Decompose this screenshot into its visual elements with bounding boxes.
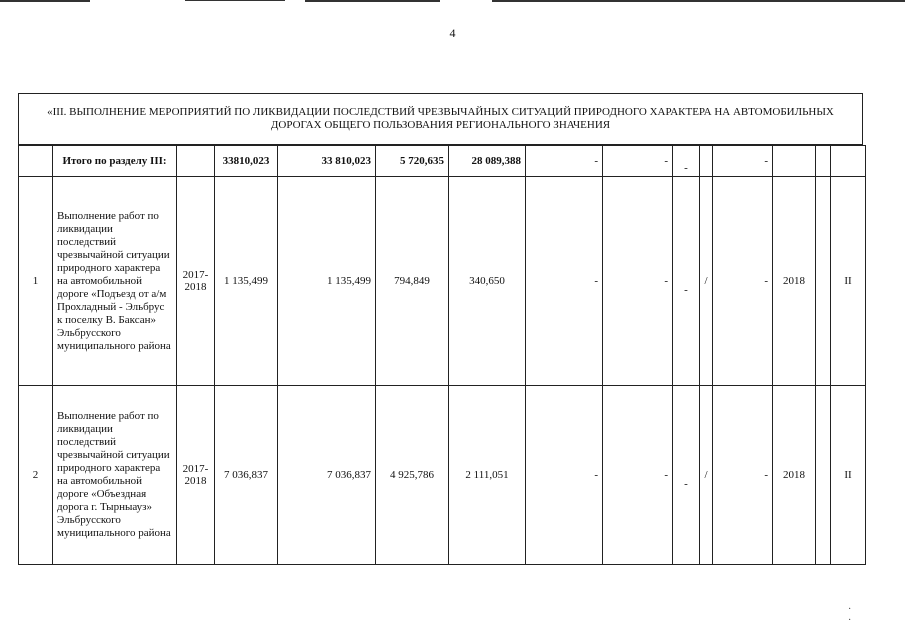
- total-label: Итого по разделу III:: [53, 146, 177, 177]
- row-period: 2017-2018: [177, 386, 215, 565]
- row-name: Выполнение работ по ликвидации последствий чрезвычайной ситуации природного характера на автомобильной дороге «Подъезд от а/м Прохладный - Эльбрус к поселку В. Баксан» Эльбрусского муниципального района: [53, 177, 177, 386]
- scan-edge-line: [305, 0, 440, 2]
- row-stage: II: [831, 386, 866, 565]
- section-title: «III. ВЫПОЛНЕНИЕ МЕРОПРИЯТИЙ ПО ЛИКВИДАЦИИ ПОСЛЕДСТВИЙ ЧРЕЗВЫЧАЙНЫХ СИТУАЦИЙ ПРИРОДНОГО ХАРАКТЕРА НА АВТОМОБИЛЬНЫХ ДОРОГАХ ОБЩЕГО ПОЛЬЗОВАНИЯ РЕГИОНАЛЬНОГО ЗНАЧЕНИЯ: [18, 93, 863, 145]
- total-dash-4: -: [713, 146, 773, 177]
- table-row: [19, 177, 866, 386]
- table-row: [19, 386, 866, 565]
- row-value-3: 4 925,786: [376, 386, 449, 565]
- row-slash: /: [700, 386, 713, 565]
- total-dash-2: -: [603, 146, 673, 177]
- row-dash-3: -: [673, 386, 700, 565]
- row-value-2: 7 036,837: [278, 386, 376, 565]
- total-empty-cell: [816, 146, 831, 177]
- row-number: 1: [19, 177, 53, 386]
- row-year: 2018: [773, 177, 816, 386]
- row-slash: /: [700, 177, 713, 386]
- row-dash-4: -: [713, 177, 773, 386]
- page-number: 4: [449, 26, 456, 40]
- row-dash-2: -: [603, 386, 673, 565]
- total-row: [19, 146, 866, 177]
- total-num-cell: [19, 146, 53, 177]
- total-dash-1: -: [526, 146, 603, 177]
- row-empty-cell: [816, 177, 831, 386]
- row-dash-3: -: [673, 177, 700, 386]
- row-dash-2: -: [603, 177, 673, 386]
- row-value-4: 2 111,051: [449, 386, 526, 565]
- total-stage-cell: [831, 146, 866, 177]
- row-stage: II: [831, 177, 866, 386]
- row-value-2: 1 135,499: [278, 177, 376, 386]
- scan-edge-line: [0, 0, 90, 2]
- row-empty-cell: [816, 386, 831, 565]
- total-value-1: 33810,023: [215, 146, 278, 177]
- row-dash-4: -: [713, 386, 773, 565]
- total-year-cell: [773, 146, 816, 177]
- row-value-1: 7 036,837: [215, 386, 278, 565]
- row-year: 2018: [773, 386, 816, 565]
- row-value-4: 340,650: [449, 177, 526, 386]
- row-name: Выполнение работ по ликвидации последствий чрезвычайной ситуации природного характера на автомобильной дороге «Объездная дорога г. Тырныауз» Эльбрусского муниципального района: [53, 386, 177, 565]
- total-period-cell: [177, 146, 215, 177]
- row-period: 2017-2018: [177, 177, 215, 386]
- total-value-3: 5 720,635: [376, 146, 449, 177]
- measures-table: [18, 145, 866, 565]
- total-dash-3: -: [673, 146, 700, 177]
- total-value-4: 28 089,388: [449, 146, 526, 177]
- row-value-1: 1 135,499: [215, 177, 278, 386]
- total-empty-cell: [700, 146, 713, 177]
- row-number: 2: [19, 386, 53, 565]
- row-value-3: 794,849: [376, 177, 449, 386]
- total-value-2: 33 810,023: [278, 146, 376, 177]
- scan-edge-line: [185, 0, 285, 1]
- budget-table-section: [18, 93, 865, 539]
- scan-speck: · ·: [848, 604, 874, 626]
- row-dash-1: -: [526, 386, 603, 565]
- row-dash-1: -: [526, 177, 603, 386]
- scan-edge-line: [492, 0, 905, 2]
